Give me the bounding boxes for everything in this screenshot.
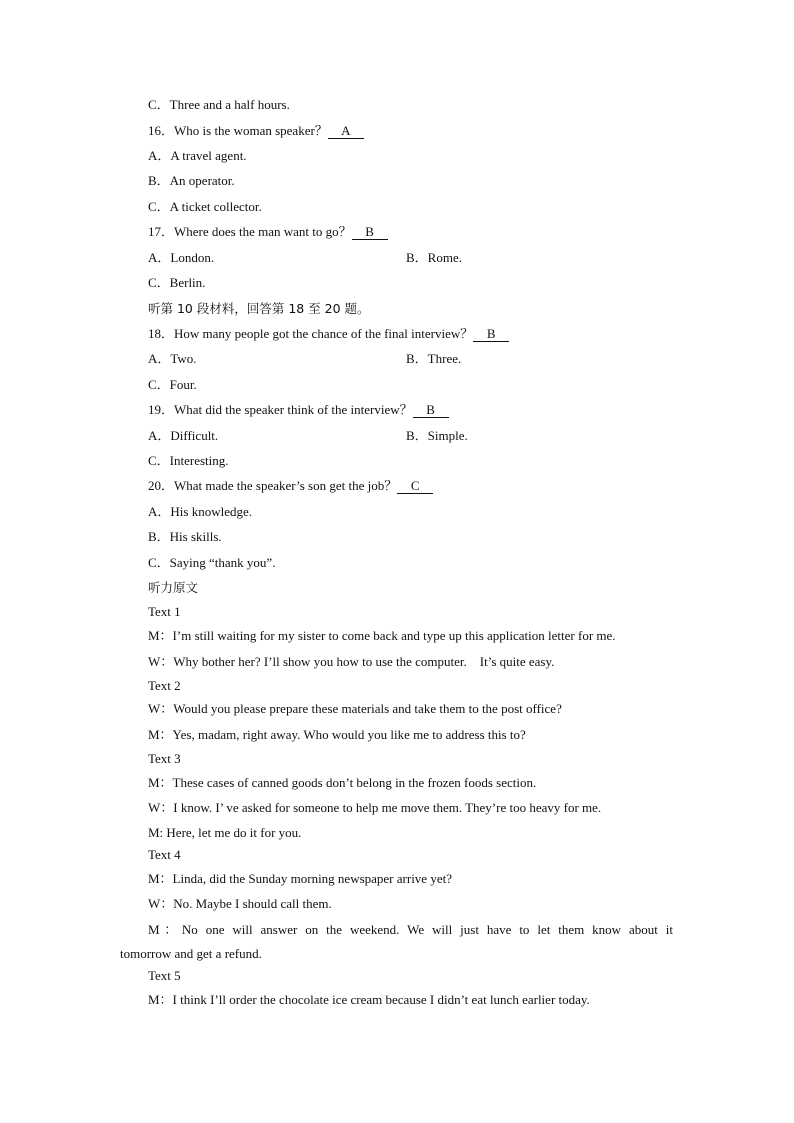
q18-question: 18．How many people got the chance of the final interview？ [148, 326, 474, 341]
q19-stem [148, 402, 449, 418]
q18-stem [148, 326, 509, 342]
q16-option-a: A．A travel agent. [148, 148, 247, 163]
q18-option-b: B．Three. [406, 351, 462, 366]
text3-line3: M: Here, let me do it for you. [148, 825, 302, 840]
text4-line2: W：No. Maybe I should call them. [148, 896, 332, 911]
q16-question: 16．Who is the woman speaker？ [148, 123, 328, 138]
q16-option-c: C．A ticket collector. [148, 199, 262, 214]
section-instruction: 听第 10 段材料，回答第 18 至 20 题。 [148, 301, 370, 316]
text3-line2: W：I know. I’ ve asked for someone to help me move them. They’re too heavy for me. [148, 800, 602, 815]
q16-stem [148, 123, 364, 139]
q18-option-c: C．Four. [148, 377, 197, 392]
text4-line3: M：No one will answer on the weekend. We will just have to let them know about it [148, 922, 673, 937]
transcript-heading: 听力原文 [148, 580, 199, 595]
q20-question: 20．What made the speaker’s son get the job？ [148, 478, 398, 493]
q19-question: 19．What did the speaker think of the interview？ [148, 402, 413, 417]
text1-line2: W：Why bother her? I’ll show you how to use the computer. It’s quite easy. [148, 654, 555, 669]
q17-stem [148, 224, 388, 240]
q20-option-c: C．Saying “thank you”. [148, 555, 276, 570]
q17-option-b: B．Rome. [406, 250, 462, 265]
q20-option-b: B．His skills. [148, 529, 222, 544]
text5-line1: M：I think I’ll order the chocolate ice cream because I didn’t eat lunch earlier today. [148, 992, 590, 1007]
q20-option-a: A．His knowledge. [148, 504, 252, 519]
q19-option-a: A．Difficult. [148, 428, 219, 443]
text1-line1: M：I’m still waiting for my sister to come back and type up this application letter for me. [148, 628, 616, 643]
q19-option-b: B．Simple. [406, 428, 468, 443]
q19-answer: B [413, 403, 449, 418]
q17-option-a: A．London. [148, 250, 215, 265]
q15-option-c: C．Three and a half hours. [148, 97, 290, 112]
q17-answer: B [352, 225, 388, 240]
q17-option-c: C．Berlin. [148, 275, 206, 290]
text4-line1: M：Linda, did the Sunday morning newspaper arrive yet? [148, 871, 452, 886]
q19-option-c: C．Interesting. [148, 453, 229, 468]
text2-line2: M：Yes, madam, right away. Who would you like me to address this to? [148, 727, 526, 742]
text4-title: Text 4 [148, 847, 181, 862]
q17-question: 17．Where does the man want to go？ [148, 224, 352, 239]
text3-line1: M：These cases of canned goods don’t belong in the frozen foods section. [148, 775, 537, 790]
q18-option-a: A．Two. [148, 351, 197, 366]
q18-answer: B [473, 327, 509, 342]
text3-title: Text 3 [148, 751, 181, 766]
q16-answer: A [328, 124, 364, 139]
text2-line1: W：Would you please prepare these materials and take them to the post office? [148, 701, 562, 716]
text2-title: Text 2 [148, 678, 181, 693]
q20-stem [148, 478, 433, 494]
text5-title: Text 5 [148, 968, 181, 983]
text4-line3-continued: tomorrow and get a refund. [120, 946, 262, 961]
q16-option-b: B．An operator. [148, 173, 235, 188]
text1-title: Text 1 [148, 604, 181, 619]
q20-answer: C [397, 479, 433, 494]
